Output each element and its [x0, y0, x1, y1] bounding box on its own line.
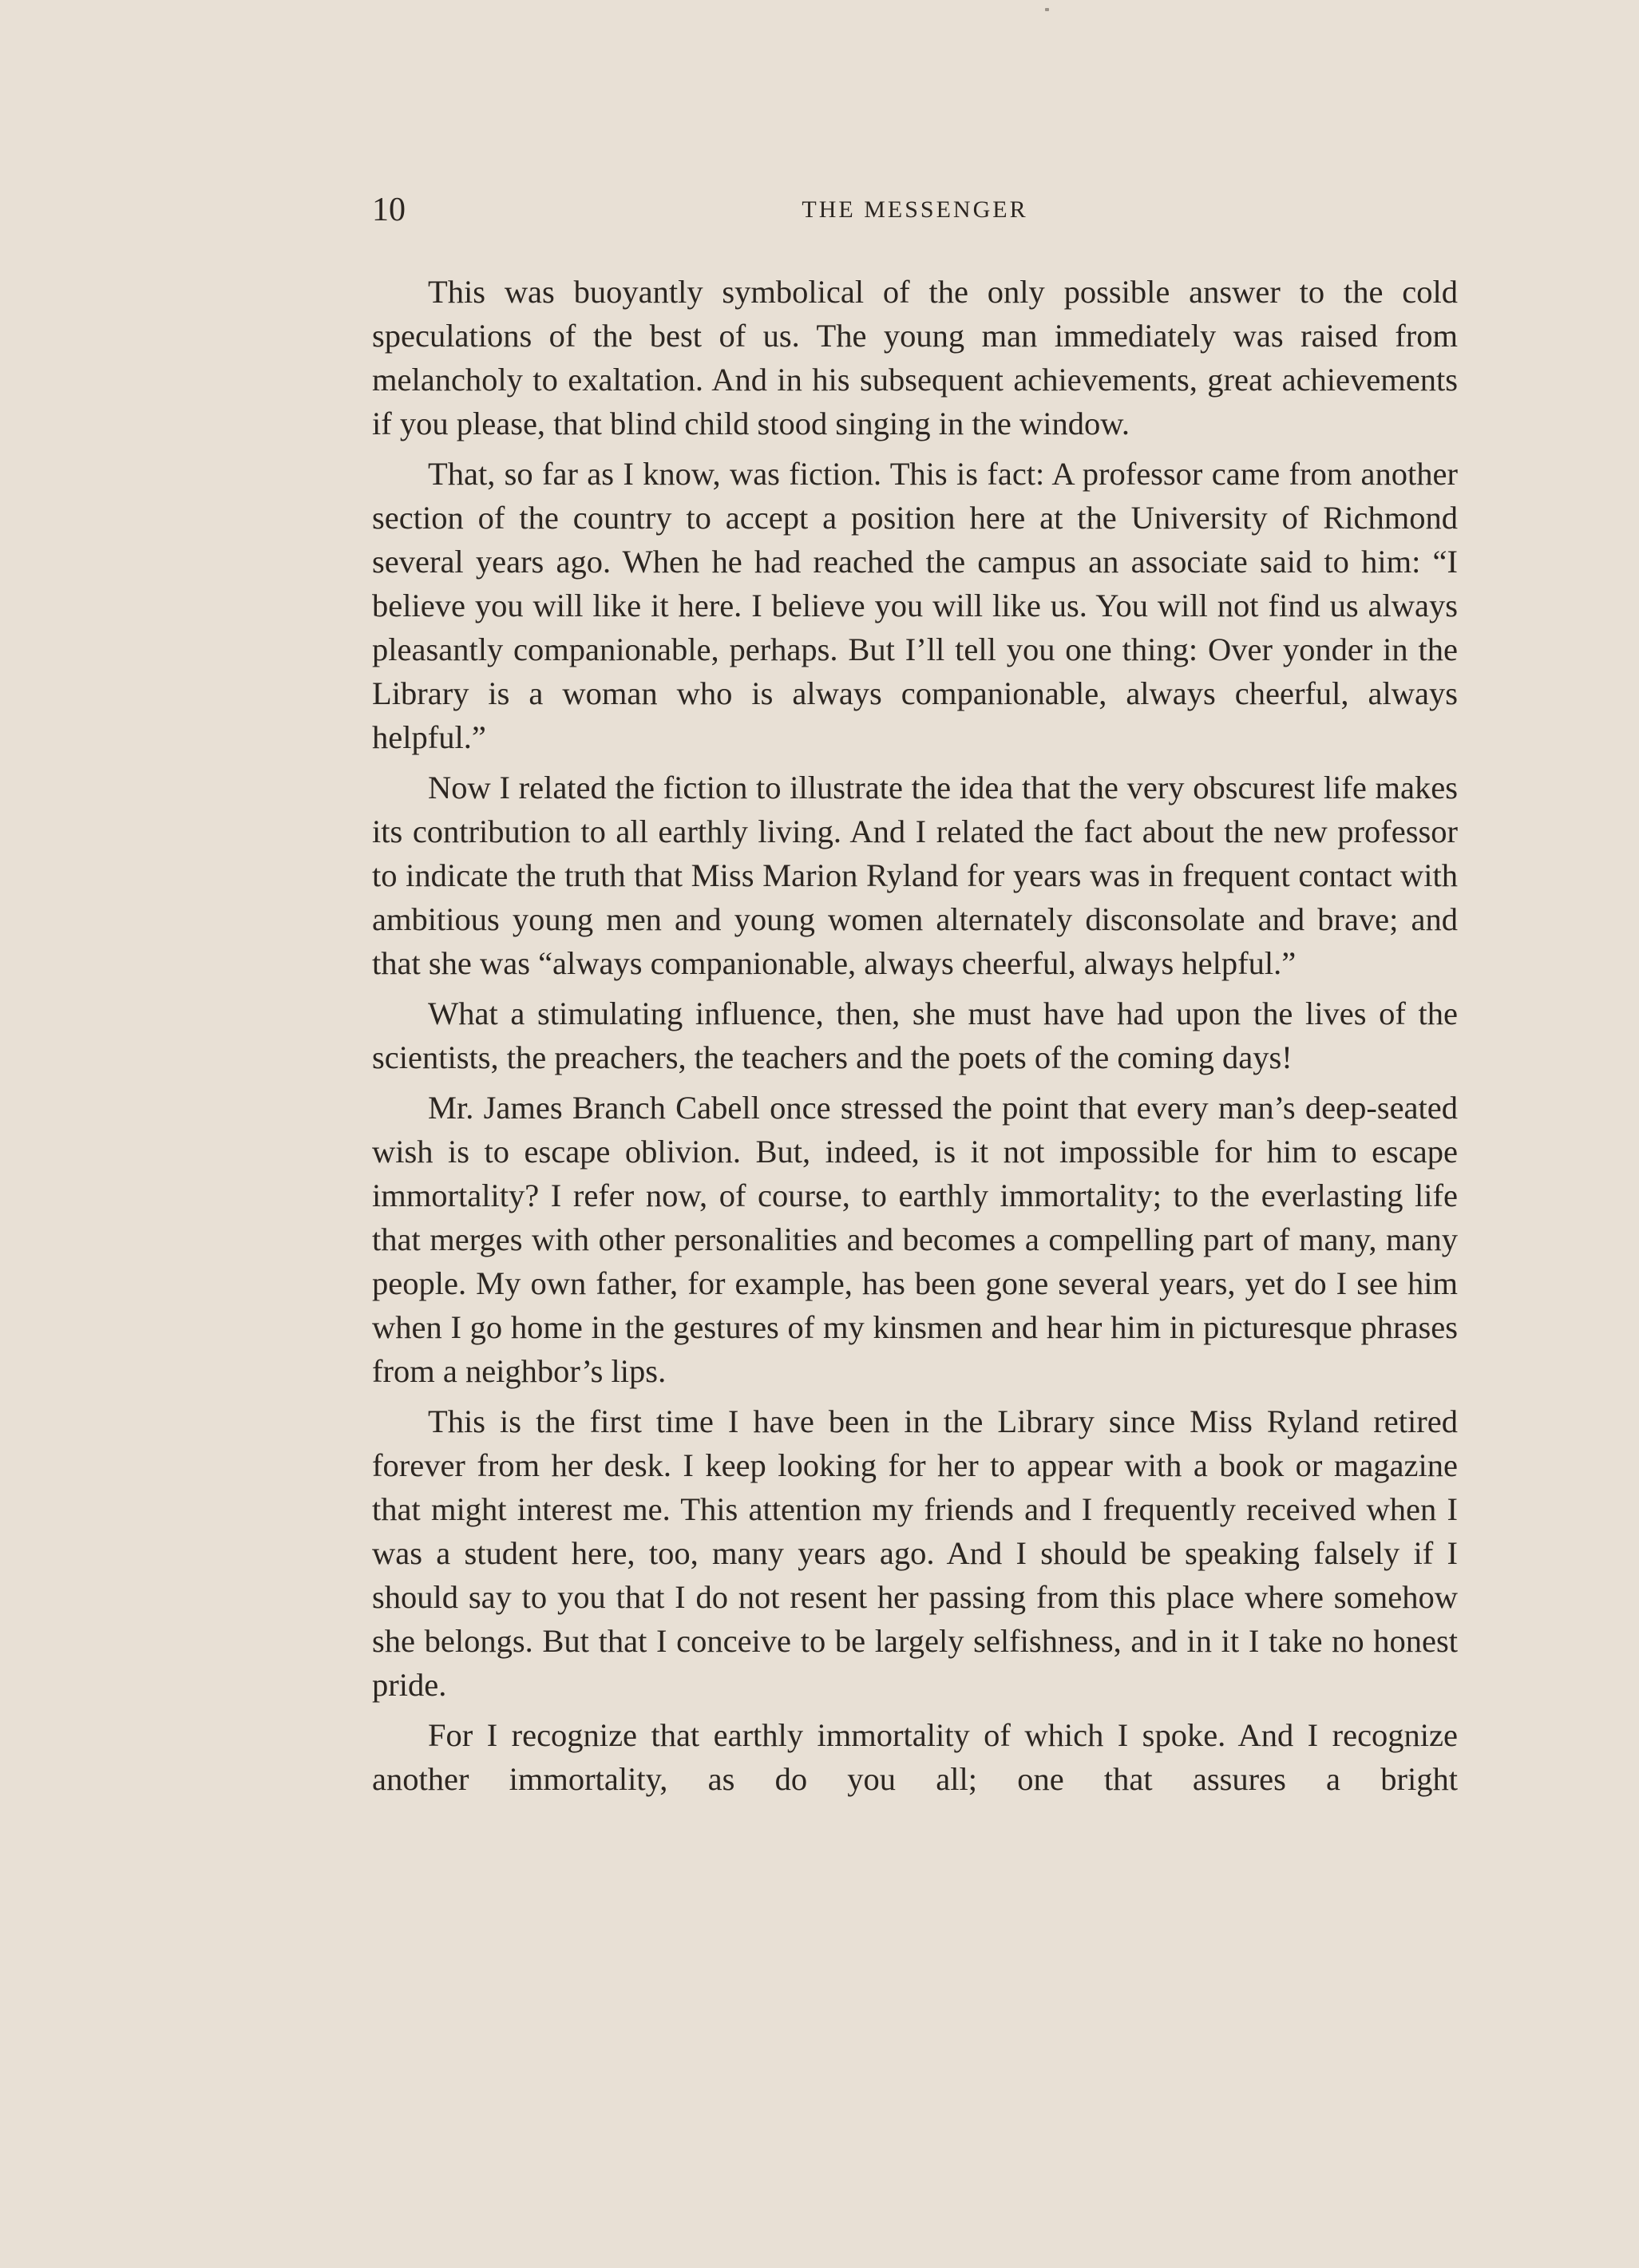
- page-number: 10: [372, 192, 406, 228]
- paragraph: Mr. James Branch Cabell once stressed the point that every man’s deep-seated wish is to escape oblivion. But, indeed, is it not impossible for him to escape immortality? I refer now, of course, to earthly immortality; to the everlasting life that merges with other personalities and becomes a compelling part of many, many people. My own father, for example, has been gone several years, yet do I see him when I go home in the gestures of my kinsmen and hear him in picturesque phrases from a neighbor’s lips.: [372, 1090, 1458, 1389]
- body-text: [372, 270, 1458, 1807]
- running-title: THE MESSENGER: [802, 196, 1028, 223]
- paragraph: This is the first time I have been in the Library since Miss Ryland retired forever from her desk. I keep looking for her to appear with a book or magazine that might interest me. This attention my friends and I frequently received when I was a student here, too, many years ago. And I should be speaking falsely if I should say to you that I do not resent her passing from this place where somehow she belongs. But that I conceive to be largely selfishness, and in it I take no honest pride.: [372, 1403, 1458, 1703]
- page-header: [372, 186, 1458, 234]
- paragraph: What a stimulating influence, then, she must have had upon the lives of the scientists, the preachers, the teachers and the poets of the coming days!: [372, 995, 1458, 1075]
- paragraph: This was buoyantly symbolical of the only possible answer to the cold speculations of the best of us. The young man immediately was raised from melancholy to exaltation. And in his subsequent achievements, great achievements if you please, that blind child stood singing in the window.: [372, 274, 1458, 441]
- paragraph: That, so far as I know, was fiction. This is fact: A professor came from another section of the country to accept a position here at the University of Richmond several years ago. When he had reached the campus an associate said to him: “I believe you will like it here. I believe you will like us. You will not find us always pleasantly companionable, perhaps. But I’ll tell you one thing: Over yonder in the Library is a woman who is always companionable, always cheerful, always helpful.”: [372, 456, 1458, 755]
- paper-speck: [1045, 8, 1049, 11]
- paragraph: Now I related the fiction to illustrate the idea that the very obscurest life makes its contribution to all earthly living. And I related the fact about the new professor to indicate the truth that Miss Marion Ryland for years was in frequent contact with ambitious young men and young women alternately disconsolate and brave; and that she was “always companionable, always cheerful, always helpful.”: [372, 770, 1458, 981]
- paragraph: For I recognize that earthly immortality of which I spoke. And I recognize another immortality, as do you all; one that assures a bright: [372, 1717, 1458, 1797]
